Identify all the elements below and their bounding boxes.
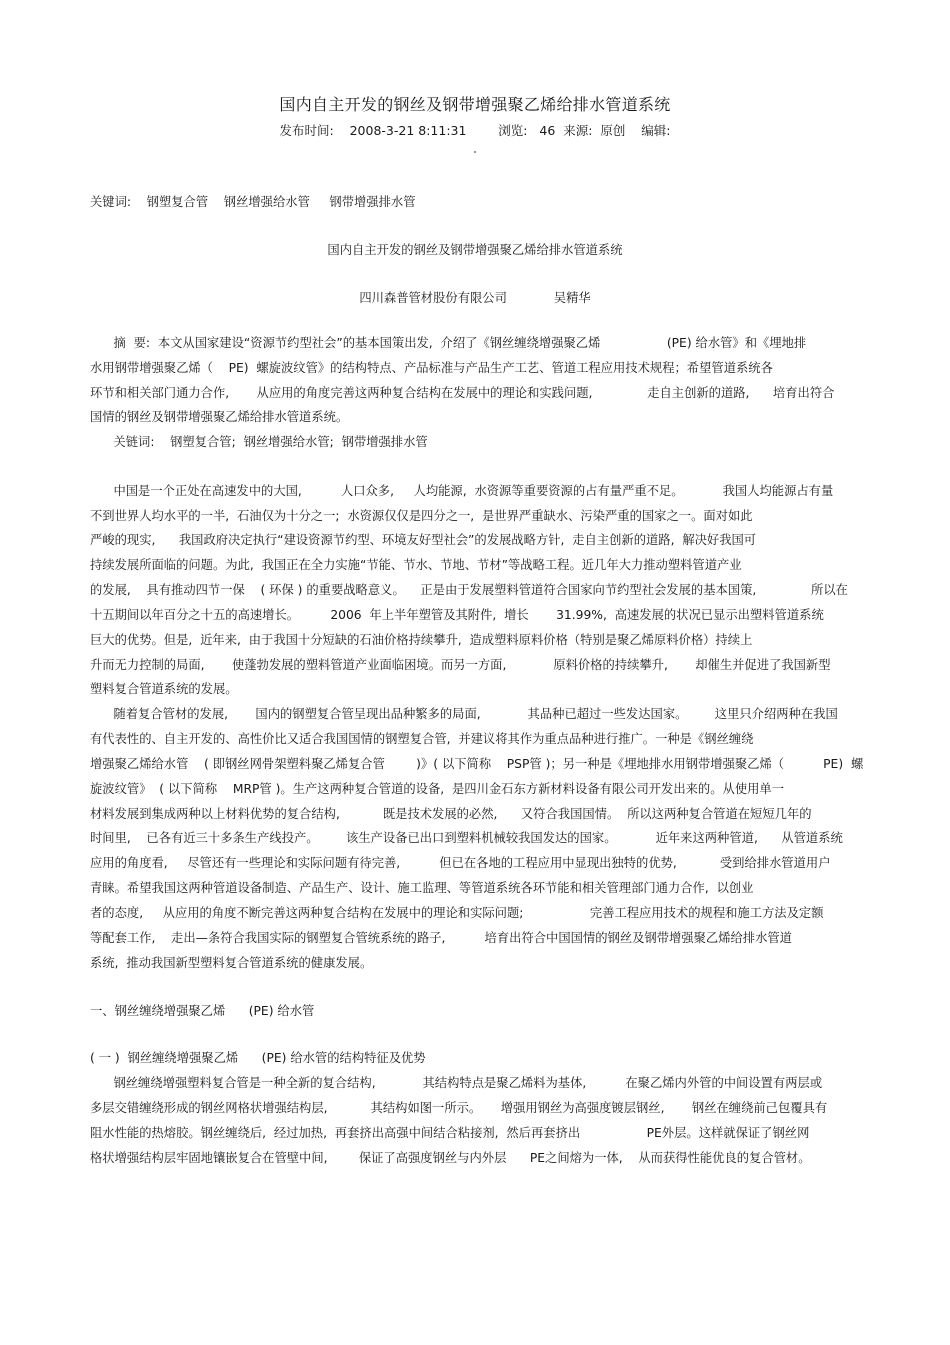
author-line: 四川森普管材股份有限公司 吴精华 <box>359 291 591 305</box>
paragraph-line: 材料发展到集成两种以上材料优势的复合结构, 既是技术发展的必然, 又符合我国国情。 所以这两种复合管道在短短几年的 <box>90 807 812 821</box>
paragraph-line: 关链词: 钢塑复合管; 钢丝增强给水管; 钢带增强排水管 <box>90 435 428 449</box>
paragraph-line: 青睐。希望我国这两种管道设备制造、产品生产、设计、施工监理、等管道系统各环节能和相关管理部门通力合作, 以创业 <box>90 881 754 895</box>
paragraph-line: 增强聚乙烯给水管 ( 即钢丝网骨架塑料聚乙烯复合管 )》( 以下简称 PSP管 )；另一种是《埋地排水用钢带增强聚乙烯（ PE) 螺 <box>90 757 864 771</box>
paragraph-line: 等配套工作, 走出—条符合我国实际的钢塑复合管统系统的路子, 培育出符合中国国情的钢丝及钢带增强聚乙烯给排水管道 <box>90 931 792 945</box>
paragraph-line: 阻水性能的热熔胶。钢丝缠绕后, 经过加热, 再套挤出高强中间结合粘接剂, 然后再套挤出 PE外层。这样就保证了钢丝网 <box>90 1126 810 1140</box>
article-title: 国内自主开发的钢丝及钢带增强聚乙烯给排水管道系统 <box>327 243 623 257</box>
paragraph-line: 有代表性的、自主开发的、高性价比又适合我国国情的钢塑复合管, 并建议将其作为重点品种进行推广。一种是《钢丝缠绕 <box>90 732 754 746</box>
paragraph-line: 严峻的现实, 我国政府决定执行“建设资源节约型、环境友好型社会”的发展战略方针, 走自主创新的道路, 解决好我国可 <box>90 533 757 547</box>
paragraph-line: 塑料复合管道系统的发展。 <box>90 682 238 696</box>
subsection-heading: ( 一 ) 钢丝缠绕增强聚乙烯 (PE) 给水管的结构特征及优势 <box>90 1051 426 1065</box>
paragraph-line: 格状增强结构层牢固地镶嵌复合在管壁中间, 保证了高强度钢丝与内外层 PE之间熔为一体, 从而获得性能优良的复合管材。 <box>90 1151 811 1165</box>
paragraph-line: 持续发展所面临的问题。为此, 我国正在全力实施“节能、节水、节地、节材”等战略工程。近几年大力推动塑料管道产业 <box>90 558 742 572</box>
paragraph-line: 摘 要: 本文从国家建设“资源节约型社会”的基本国策出发, 介绍了《钢丝缠绕增强聚乙烯 (PE) 给水管》和《埋地排 <box>90 336 807 350</box>
paragraph-line: 应用的角度看, 尽管还有一些理论和实际问题有待完善, 但已在各地的工程应用中显现出独特的优势, 受到给排水管道用户 <box>90 856 831 870</box>
paragraph-line: 国情的钢丝及钢带增强聚乙烯给排水管道系统。 <box>90 410 349 424</box>
paragraph-line: 升而无力控制的局面, 使蓬勃发展的塑料管道产业面临困境。而另一方面, 原料价格的持续攀升, 却催生并促进了我国新型 <box>90 658 831 672</box>
paragraph-line: 水用钢带增强聚乙烯（ PE) 螺旋波纹管》的结构特点、产品标准与产品生产工艺、管道工程应用技术规程；希望管道系统各 <box>90 361 773 375</box>
publish-meta: 发布时间: 2008-3-21 8:11:31 浏览: 46 来源: 原创 编辑: <box>279 123 671 138</box>
paragraph-line: 系统, 推动我国新型塑料复合管道系统的健康发展。 <box>90 956 373 970</box>
paragraph-line: 钢丝缠绕增强塑料复合管是一种全新的复合结构, 其结构特点是聚乙烯料为基体, 在聚乙烯内外管的中间设置有两层或 <box>90 1076 823 1090</box>
paragraph-line: 者的态度, 从应用的角度不断完善这两种复合结构在发展中的理论和实际问题; 完善工程应用技术的规程和施工方法及定额 <box>90 906 824 920</box>
paragraph-line: 旋波纹管》 ( 以下简称 MRP管 )。生产这两种复合管道的设备, 是四川金石东方新材料设备有限公司开发出来的。从使用单一 <box>90 782 785 796</box>
page-title: 国内自主开发的钢丝及钢带增强聚乙烯给排水管道系统 <box>279 95 671 114</box>
paragraph-line: 环节和相关部门通力合作, 从应用的角度完善这两种复合结构在发展中的理论和实践问题, 走自主创新的道路, 培育出符合 <box>90 386 835 400</box>
section-heading: 一、钢丝缠绕增强聚乙烯 (PE) 给水管 <box>90 1004 315 1018</box>
paragraph-line: 不到世界人均水平的一半, 石油仅为十分之一; 水资源仅仅是四分之一, 是世界严重缺水、污染严重的国家之一。面对如此 <box>90 509 753 523</box>
paragraph-line: 中国是一个正处在高速发中的大国, 人口众多, 人均能源, 水资源等重要资源的占有量严重不足。 我国人均能源占有量 <box>90 484 834 498</box>
divider-dot <box>474 151 476 153</box>
paragraph-line: 多层交错缠绕形成的钢丝网格状增强结构层, 其结构如图一所示。 增强用钢丝为高强度镀层钢丝, 钢丝在缠绕前己包覆具有 <box>90 1101 828 1115</box>
paragraph-line: 时间里, 已各有近三十多条生产线投产。 该生产设备已出口到塑料机械较我国发达的国家。 近年来这两种管道, 从管道系统 <box>90 831 843 845</box>
paragraph-line: 随着复合管材的发展, 国内的钢塑复合管呈现出品种繁多的局面, 其品种已超过一些发达国家。 这里只介绍两种在我国 <box>90 707 838 721</box>
paragraph-line: 的发展, 具有推动四节一保 ( 环保 ) 的重要战略意义。 正是由于发展塑料管道符合国家向节约型社会发展的基本国策, 所以在 <box>90 583 848 597</box>
keywords-top: 关键词: 钢塑复合管 钢丝增强给水管 钢带增强排水管 <box>90 195 416 209</box>
paragraph-line: 十五期间以年百分之十五的高速增长。 2006 年上半年塑管及其附件, 增长 31.99%, 高速发展的状况已显示出塑料管道系统 <box>90 608 824 622</box>
paragraph-line: 巨大的优势。但是, 近年来, 由于我国十分短缺的石油价格持续攀升, 造成塑料原料价格（特别是聚乙烯原料价格）持续上 <box>90 633 753 647</box>
